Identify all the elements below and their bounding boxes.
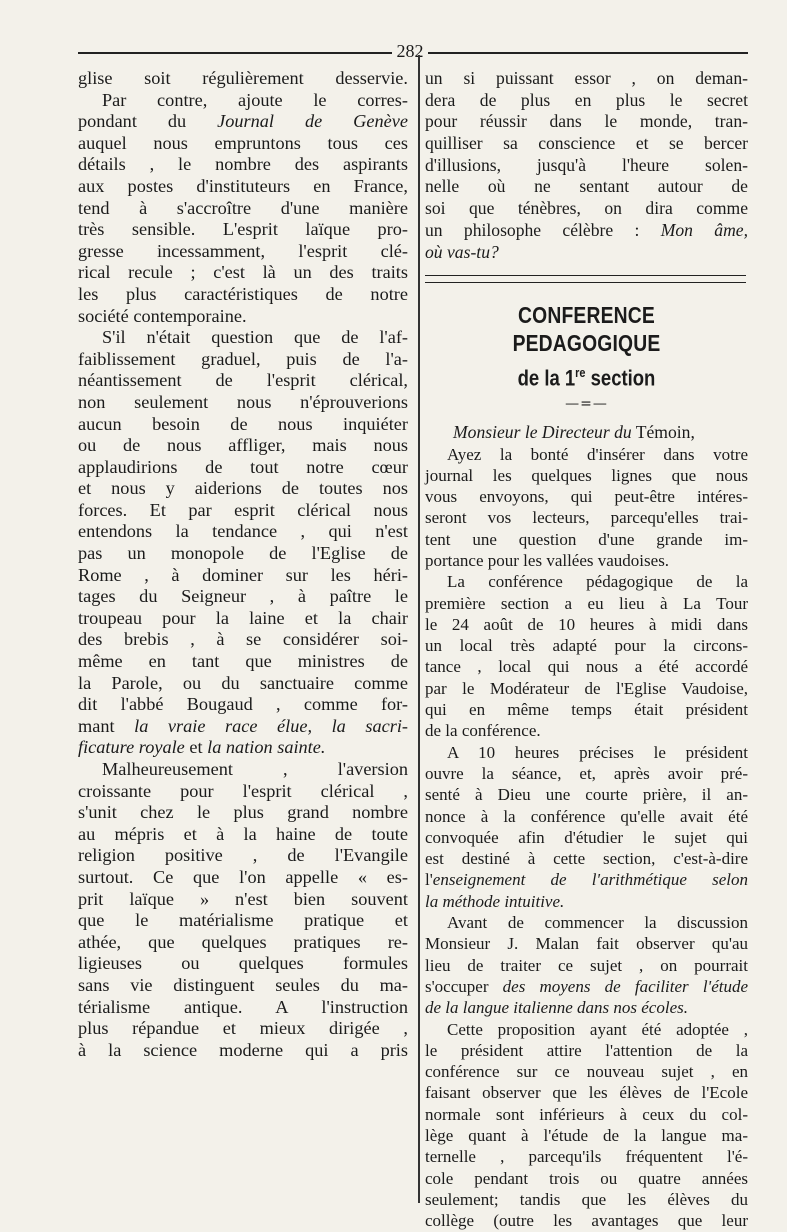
line-text: détails , le nombre des aspirants [78, 154, 408, 175]
ornament-divider: —=— [565, 395, 608, 412]
line-text: par le Modérateur de l'Eglise Vaudoise, [425, 678, 748, 698]
italic-text: de la langue italienne dans nos écoles. [425, 998, 688, 1018]
line-text: première section a eu lieu à La Tour [425, 593, 748, 613]
text-line [425, 1210, 748, 1231]
text-line [78, 737, 408, 759]
italic-text: enseignement de l'arithmétique selon [432, 870, 748, 890]
line-text: faiblissement graduel, puis de l'a- [78, 348, 408, 369]
text-line [78, 154, 408, 176]
text-line [425, 1040, 748, 1061]
line-text: au mépris et à la haine de toute [78, 823, 408, 844]
line-text: Cette proposition ayant été adoptée , [447, 1019, 748, 1039]
text-line [425, 593, 748, 614]
text-line [425, 198, 748, 220]
line-text: un si puissant essor , on deman- [425, 68, 748, 88]
text-line [425, 955, 748, 976]
left-column [78, 68, 408, 1061]
text-line [425, 1019, 748, 1040]
salutation: Monsieur le Directeur du Témoin, [453, 421, 695, 442]
text-line [425, 529, 748, 550]
line-text: tent une question d'une grande im- [425, 529, 748, 549]
section-title: CONFERENCE PEDAGOGIQUE [512, 302, 661, 357]
text-line [78, 997, 408, 1019]
text-line [425, 869, 748, 890]
line-text: athée, que quelques pratiques re- [78, 931, 408, 952]
line-text: aux postes d'instituteurs en France, [78, 175, 408, 196]
text-line [425, 111, 748, 133]
text-line [425, 635, 748, 656]
text-line [425, 720, 748, 741]
text-line [78, 910, 408, 932]
text-line [78, 953, 408, 975]
line-text: tance , local qui nous a été accordé [425, 657, 748, 677]
text-line [78, 586, 408, 608]
line-text: collège (outre les avantages que leur [425, 1211, 748, 1231]
line-text: ternelle , parcequ'ils fréquentent l'é- [425, 1147, 748, 1167]
line-text: tend à s'accroître d'une manière [78, 197, 408, 218]
line-text: portance pour les vallées vaudoises. [425, 551, 670, 570]
text-line [78, 975, 408, 997]
text-line [425, 176, 748, 198]
text-line [78, 845, 408, 867]
text-line [425, 891, 748, 912]
right-column [425, 68, 748, 1232]
line-text: cole pendant trois ou quatre années [425, 1168, 748, 1188]
text-line [425, 465, 748, 486]
text-line [78, 306, 408, 328]
line-text: térialisme antique. A l'instruction [78, 996, 408, 1017]
text-line [78, 932, 408, 954]
line-text: s'occuper [425, 976, 503, 996]
column-separator [418, 55, 420, 1203]
line-text: les plus caractéristiques de notre [78, 283, 408, 304]
text-line [78, 284, 408, 306]
text-line [78, 629, 408, 651]
line-text: religion positive , de l'Evangile [78, 845, 408, 866]
text-line [78, 543, 408, 565]
text-line [425, 220, 748, 242]
text-line [425, 1104, 748, 1125]
italic-text: Mon âme, [660, 219, 748, 240]
line-text: nelle où ne sentant autour de [425, 176, 748, 197]
line-text: et nous y aiderions de toutes nos [78, 478, 408, 499]
article-continuation [425, 68, 748, 263]
text-line [425, 763, 748, 784]
line-text: nonce à la conférence qu'elle avait été [425, 806, 748, 826]
text-line [425, 550, 748, 571]
line-text: prit laïque » n'est bien souvent [78, 888, 408, 909]
line-text: lège quant à l'étude de la langue ma- [425, 1126, 748, 1146]
line-text: de la conférence. [425, 721, 541, 741]
text-line [78, 781, 408, 803]
line-text: dit l'abbé Bougaud , comme for- [78, 694, 408, 715]
text-line [78, 133, 408, 155]
text-line [425, 1082, 748, 1103]
text-line [78, 651, 408, 673]
text-line [78, 435, 408, 457]
line-text: troupeau pour la laine et la chair [78, 607, 408, 628]
line-text: forces. Et par esprit clérical nous [78, 499, 408, 520]
line-text: normale sont inférieurs à ceux du col- [425, 1104, 748, 1124]
italic-text: la vraie race élue, la sacri- [134, 715, 408, 736]
line-text: pondant du [78, 111, 218, 132]
text-line [425, 933, 748, 954]
section-divider-rule [425, 275, 746, 283]
text-line [78, 90, 408, 112]
letter-body [425, 444, 748, 1232]
line-text: à la science moderne qui a pris [78, 1039, 408, 1060]
line-text: même en tant que ministres de [78, 651, 408, 672]
text-line [78, 500, 408, 522]
line-text: surtout. Ce que l'on appelle « es- [78, 866, 408, 887]
line-text: société contemporaine. [78, 305, 247, 326]
line-text: d'illusions, jusqu'à l'heure solen- [425, 154, 748, 175]
line-text: tages du Seigneur , à paître le [78, 586, 408, 607]
line-text: convoquée afin d'étudier le sujet qui [425, 827, 748, 847]
text-line [78, 673, 408, 695]
text-line [425, 242, 748, 264]
line-text: la Parole, ou du sanctuaire comme [78, 672, 408, 693]
text-line [425, 656, 748, 677]
line-text: faisant observer que les élèves de l'Ecole [425, 1083, 748, 1103]
text-line [425, 90, 748, 112]
text-line [425, 507, 748, 528]
line-text: un philosophe célèbre : [425, 219, 661, 240]
italic-text: la nation sainte. [207, 737, 326, 758]
text-line [425, 155, 748, 177]
line-text: néantissement de l'esprit clérical, [78, 370, 408, 391]
text-line [425, 806, 748, 827]
text-line [78, 1018, 408, 1040]
text-line [78, 219, 408, 241]
line-text: applaudirions de tout notre cœur [78, 456, 408, 477]
line-text: ouvre la séance, et, après avoir pré- [425, 763, 748, 783]
text-line [425, 1168, 748, 1189]
text-line [425, 742, 748, 763]
line-text: A 10 heures précises le président [447, 742, 748, 762]
text-line [78, 824, 408, 846]
line-text: gresse incessamment, l'esprit clé- [78, 240, 408, 261]
line-text: conférence sur ce nouveau sujet , en [425, 1062, 748, 1082]
text-line [425, 486, 748, 507]
text-line [78, 716, 408, 738]
line-text: ligieuses ou quelques formules [78, 953, 408, 974]
text-line [425, 571, 748, 592]
line-text: lieu de traiter ce sujet , on pourrait [425, 955, 748, 975]
text-line [425, 68, 748, 90]
text-line [425, 133, 748, 155]
text-line [425, 678, 748, 699]
text-line [78, 889, 408, 911]
text-line [425, 784, 748, 805]
line-text: Par contre, ajoute le corres- [102, 89, 408, 110]
line-text: pas un monopole de l'Eglise de [78, 543, 408, 564]
text-line [78, 521, 408, 543]
line-text: entendons la tendance , qui n'est [78, 521, 408, 542]
text-line [78, 759, 408, 781]
line-text: senté à Dieu une courte prière, il an- [425, 785, 748, 805]
text-line [78, 457, 408, 479]
line-text: très sensible. L'esprit laïque pro- [78, 219, 408, 240]
line-text: croissante pour l'esprit clérical , [78, 780, 408, 801]
line-text: soi que ténèbres, on dira comme [425, 198, 748, 219]
text-line [425, 997, 748, 1018]
text-line [425, 1189, 748, 1210]
line-text: pour réussir dans le monde, tran- [425, 111, 748, 132]
line-text: qui en même temps était président [425, 700, 748, 720]
text-line [78, 68, 408, 90]
line-text: l' [425, 870, 433, 890]
text-line [78, 370, 408, 392]
line-text: Rome , à dominer sur les héri- [78, 564, 408, 585]
text-line [78, 111, 408, 133]
text-line [78, 565, 408, 587]
text-line [78, 262, 408, 284]
text-line [425, 1146, 748, 1167]
text-line [78, 802, 408, 824]
italic-text: ficature royale [78, 737, 185, 758]
line-text: Malheureusement , l'aversion [102, 759, 408, 779]
line-text: plus répandue et mieux dirigée , [78, 1018, 408, 1039]
line-text: s'unit chez le plus grand nombre [78, 802, 408, 823]
text-line [425, 976, 748, 997]
line-text: le président attire l'attention de la [425, 1040, 748, 1060]
line-text: glise soit régulièrement desservie. [78, 68, 408, 88]
text-line [78, 694, 408, 716]
line-text: le 24 août de 10 heures à midi dans [425, 614, 748, 634]
italic-text: des moyens de faciliter l'étude [502, 976, 749, 996]
line-text: quilliser sa conscience et se bercer [425, 133, 748, 154]
text-line [425, 614, 748, 635]
line-text: ou de nous affliger, mais nous [78, 435, 408, 456]
text-line [78, 392, 408, 414]
italic-text: Journal de Genève [217, 111, 408, 132]
text-line [78, 867, 408, 889]
page-number: 282 [392, 40, 428, 62]
text-line [78, 608, 408, 630]
text-line [78, 327, 408, 349]
text-line [425, 827, 748, 848]
text-line [78, 241, 408, 263]
line-text: est destiné à cette section, c'est-à-dire [425, 849, 748, 869]
line-text: Avant de commencer la discussion [447, 913, 748, 933]
text-line [78, 414, 408, 436]
text-line [78, 198, 408, 220]
line-text: des brebis , à se considérer soi- [78, 629, 408, 650]
text-line [78, 349, 408, 371]
line-text: Ayez la bonté d'insérer dans votre [447, 444, 748, 464]
line-text: et [184, 737, 208, 758]
line-text: sans vie distinguent seules du ma- [78, 974, 408, 995]
text-line [425, 444, 748, 465]
line-text: non seulement nous n'éprouverions [78, 391, 408, 412]
line-text: aucun besoin de nous inquiéter [78, 413, 408, 434]
line-text: auquel nous empruntons tous ces [78, 132, 408, 153]
line-text: un local très adapté pour la circons- [425, 636, 748, 656]
line-text: S'il n'était question que de l'af- [102, 327, 408, 348]
text-line [425, 912, 748, 933]
italic-text: où vas-tu? [425, 241, 499, 262]
text-line [78, 1040, 408, 1062]
text-line [425, 699, 748, 720]
line-text: que le matérialisme pratique et [78, 910, 408, 931]
italic-text: la méthode intuitive. [425, 891, 565, 911]
text-line [78, 478, 408, 500]
line-text: vous envoyons, qui peut-être intéres- [425, 487, 748, 507]
line-text: Monsieur J. Malan fait observer qu'au [425, 934, 748, 954]
line-text: rical recule ; c'est là un des traits [78, 262, 408, 283]
line-text: La conférence pédagogique de la [447, 572, 748, 592]
line-text: mant [78, 715, 135, 736]
line-text: journal les quelques lignes que nous [425, 465, 748, 485]
text-line [78, 176, 408, 198]
line-text: seulement; tandis que les élèves du [425, 1189, 748, 1209]
text-line [425, 1125, 748, 1146]
section-subtitle: de la 1re section [517, 365, 656, 391]
line-text: seront vos lecteurs, parcequ'elles trai- [425, 508, 748, 528]
text-line [425, 848, 748, 869]
text-line [425, 1061, 748, 1082]
line-text: dera de plus en plus le secret [425, 89, 748, 110]
